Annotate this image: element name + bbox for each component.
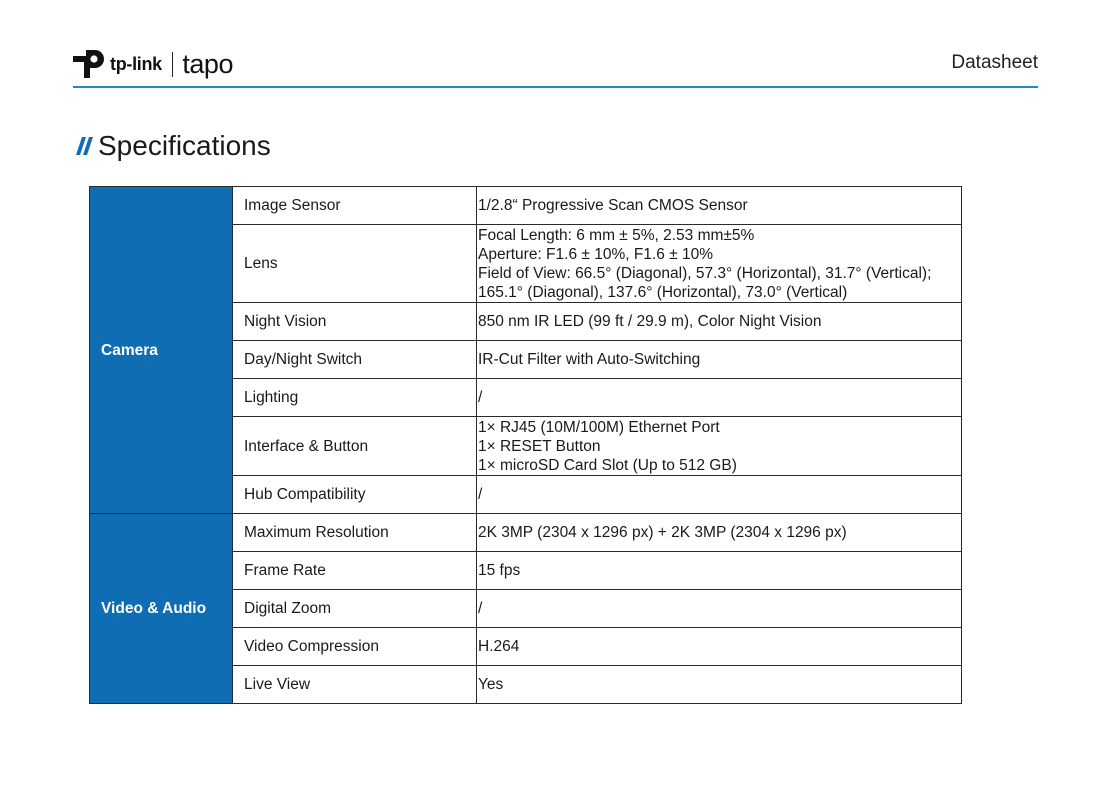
spec-value-line: Focal Length: 6 mm ± 5%, 2.53 mm±5% <box>478 226 755 244</box>
spec-value <box>477 303 962 341</box>
spec-table <box>89 186 962 704</box>
spec-value <box>477 628 962 666</box>
spec-label: Lighting <box>233 379 477 417</box>
spec-value-line: Yes <box>478 676 504 693</box>
spec-value-line: / <box>478 486 483 503</box>
spec-label: Night Vision <box>233 303 477 341</box>
table-row <box>90 514 962 552</box>
spec-value-line: 165.1° (Diagonal), 137.6° (Horizontal), 73.0° (Vertical) <box>478 283 848 301</box>
spec-value-line: 1/2.8“ Progressive Scan CMOS Sensor <box>478 197 748 214</box>
spec-value-line: Aperture: F1.6 ± 10%, F1.6 ± 10% <box>478 245 713 263</box>
spec-label: Frame Rate <box>233 552 477 590</box>
spec-value-line: 15 fps <box>478 562 521 579</box>
brand-tplink-text: tp-link <box>110 53 162 74</box>
spec-label: Day/Night Switch <box>233 341 477 379</box>
spec-value <box>477 590 962 628</box>
spec-value <box>477 552 962 590</box>
tp-link-logo-icon <box>73 47 107 81</box>
brand-divider <box>172 52 174 77</box>
spec-label: Interface & Button <box>233 417 477 476</box>
spec-label: Video Compression <box>233 628 477 666</box>
section-heading <box>76 130 271 162</box>
spec-value <box>477 187 962 225</box>
spec-value <box>477 225 962 303</box>
spec-value-line: 1× RESET Button <box>478 437 601 455</box>
spec-value-line: 1× RJ45 (10M/100M) Ethernet Port <box>478 418 720 436</box>
spec-label: Hub Compatibility <box>233 476 477 514</box>
spec-label: Lens <box>233 225 477 303</box>
spec-value-line: / <box>478 600 483 617</box>
page-header <box>73 42 1038 90</box>
doc-type-label: Datasheet <box>951 52 1038 73</box>
spec-value <box>477 341 962 379</box>
spec-value <box>477 666 962 704</box>
spec-value-line: 2K 3MP (2304 x 1296 px) + 2K 3MP (2304 x 1296 px) <box>478 524 847 541</box>
spec-value-line: Field of View: 66.5° (Diagonal), 57.3° (Horizontal), 31.7° (Vertical); <box>478 264 932 282</box>
spec-value <box>477 514 962 552</box>
spec-value <box>477 476 962 514</box>
spec-value-line: 1× microSD Card Slot (Up to 512 GB) <box>478 456 737 474</box>
spec-value-line: IR-Cut Filter with Auto-Switching <box>478 351 701 368</box>
spec-value-line: / <box>478 389 483 406</box>
double-slash-icon <box>76 136 94 156</box>
spec-value-line: H.264 <box>478 638 520 655</box>
category-cell: Video & Audio <box>90 514 233 704</box>
brand-logo <box>73 42 233 86</box>
spec-label: Live View <box>233 666 477 704</box>
spec-label: Image Sensor <box>233 187 477 225</box>
brand-tapo-text: tapo <box>182 48 233 79</box>
table-row <box>90 187 962 225</box>
spec-value <box>477 379 962 417</box>
page-title: Specifications <box>98 130 271 161</box>
category-cell: Camera <box>90 187 233 514</box>
spec-label: Maximum Resolution <box>233 514 477 552</box>
spec-value <box>477 417 962 476</box>
spec-label: Digital Zoom <box>233 590 477 628</box>
header-divider <box>73 86 1038 88</box>
spec-value-line: 850 nm IR LED (99 ft / 29.9 m), Color Night Vision <box>478 313 822 330</box>
